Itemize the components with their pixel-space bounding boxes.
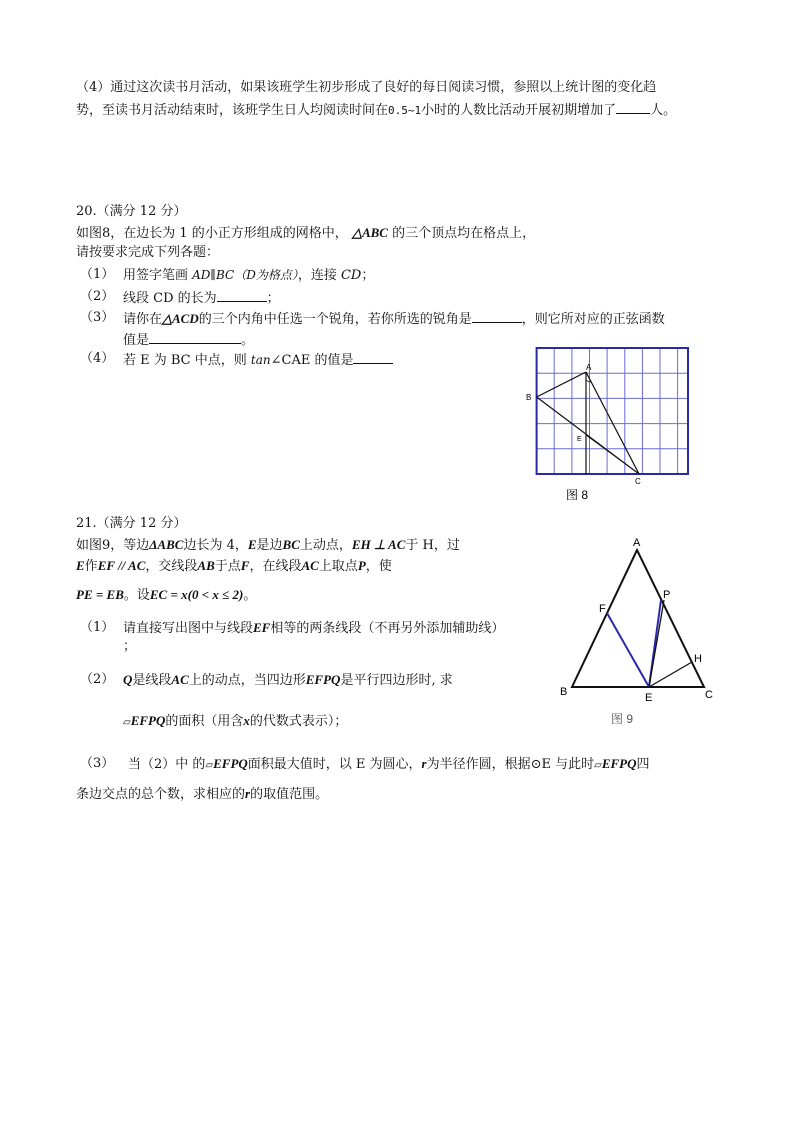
fig8-label-c: C [635, 477, 641, 486]
q21-item1-a: 请直接写出图中与线段 [123, 621, 254, 636]
q20-item3-l2b: 。 [241, 333, 255, 348]
figure-8-border [537, 348, 688, 474]
q20-angle-blank[interactable] [472, 308, 522, 323]
q20-item4-num: （4） [80, 351, 115, 366]
q21-item1-line1 [123, 618, 504, 639]
q20-item4-tan: tan [250, 353, 271, 367]
q20-intro1c: 的三个顶点均在格点上， [392, 226, 536, 241]
q19-part4-line1 [76, 78, 656, 98]
q21-item2-d: 上的动点，当四边形 [188, 673, 306, 688]
q21-item3-efpq2: EFPQ [601, 756, 637, 771]
triangle-abc-lines [537, 372, 639, 474]
q21-ec-eq-x: EC = x(0 < x ≤ 2) [149, 587, 244, 602]
q20-triangle-abc: △ABC [351, 225, 388, 240]
q20-item3-line2 [123, 329, 254, 351]
q21-l2h: ，在线段 [249, 559, 302, 574]
q20-item4 [123, 349, 393, 371]
q21-item1-c: 相等的两条线段（不再另外添加辅助线） [270, 621, 505, 636]
q19-part4-line2 [76, 99, 676, 121]
q21-item2-l2c: 的面积（用含 [165, 714, 244, 729]
q21-l1g: 上动点， [299, 538, 352, 553]
q20-intro1a: 如图8，在边长为 1 的小正方形组成的网格中， [76, 226, 348, 241]
q20-item4-c: ∠CAE 的值是 [270, 353, 354, 368]
fig8-label-b: B [526, 393, 532, 402]
q21-item3-line2 [76, 784, 328, 805]
fig8-label-a: A [586, 363, 592, 372]
q21-l1d: E [247, 537, 257, 552]
q21-item2-q: Q [123, 672, 133, 687]
q20-item1-d: CD [340, 268, 362, 283]
q21-l2i: AC [301, 558, 319, 573]
q21-item2-efpq: EFPQ [305, 672, 341, 687]
q21-line2 [76, 556, 392, 577]
q20-item2 [123, 287, 280, 309]
q21-l3d: 。 [243, 588, 257, 603]
q21-item2-l2b: EFPQ [130, 713, 166, 728]
q20-item1-a: 用签字笔画 [123, 268, 193, 283]
q21-item3-r: r [421, 756, 427, 771]
q20-item1-num: （1） [80, 267, 115, 282]
q21-l2g: F [240, 558, 250, 573]
q21-item3-a: 当（2）中 的 [128, 757, 206, 772]
q21-l2a: E [76, 558, 85, 573]
q19-answer-blank[interactable] [616, 99, 650, 114]
q21-item3-i: 四 [636, 757, 650, 772]
q21-item1-ef: EF [253, 620, 271, 635]
fig9-caption: 图 9 [611, 712, 634, 726]
q21-l1a: 如图9，等边 [76, 538, 150, 553]
q21-item3-r2: r [245, 786, 251, 801]
q20-item3-a: 请你在 [123, 312, 163, 327]
fig9-label-h: H [694, 653, 702, 665]
q20-item1-e: ； [361, 268, 375, 283]
q21-l2d: ，交线段 [145, 559, 198, 574]
q21-l1i: 于 H，过 [405, 538, 460, 553]
q21-item2-ac: AC [171, 672, 189, 687]
q20-item1 [123, 265, 374, 286]
q21-l2f: 于点 [214, 559, 241, 574]
q21-l1f: BC [282, 537, 300, 552]
q20-item2-e: ； [266, 291, 280, 306]
q21-item2-line2 [123, 711, 347, 733]
q21-item2-x: x [243, 713, 250, 728]
fig9-label-p: P [663, 589, 671, 601]
q20-intro-line2: 请按要求完成下列各题： [76, 245, 220, 260]
q21-item1-line2: ； [123, 639, 137, 654]
fig9-label-c: C [705, 689, 713, 701]
q21-eh-perp-ac: EH ⊥ AC [351, 537, 406, 552]
q20-triangle-acd: △ACD [162, 311, 199, 326]
q20-cd-length-blank[interactable] [217, 287, 267, 302]
q21-l1c: 边长为 4， [183, 538, 248, 553]
q19-part4-range: 0.5~1 [388, 104, 422, 117]
q20-item1-b: AD∥BC（D为格点） [192, 268, 298, 282]
q20-intro-line1 [76, 223, 535, 244]
parallelogram-icon: ▱ [594, 760, 602, 771]
q21-item3-d: 面积最大值时，以 E 为圆心， [247, 757, 422, 772]
q20-item4-a: 若 E 为 BC 中点，则 [123, 353, 251, 368]
q20-item2-num: （2） [80, 289, 115, 304]
q19-part4-text2a: 势，至读书月活动结束时，该班学生日人均阅读时间在 [76, 103, 389, 118]
q21-item2-num: （2） [80, 672, 115, 687]
q21-item2-f: 是平行四边形时, 求 [340, 673, 453, 688]
fig9-label-b: B [560, 686, 568, 698]
q20-item1-c: ，连接 [297, 268, 341, 283]
q21-line3 [76, 585, 256, 606]
figure-8-grid [520, 340, 700, 505]
q21-item3-l2a: 条边交点的总个数，求相应的 [76, 787, 246, 802]
q21-l2j: 上取点 [318, 559, 358, 574]
fig9-label-f: F [599, 603, 606, 615]
q21-line1 [76, 535, 460, 556]
q19-part4-text2c: 小时的人数比活动开展初期增加了 [421, 103, 617, 118]
q21-item3-efpq: EFPQ [213, 756, 248, 771]
q21-item3-num: （3） [80, 756, 115, 771]
q21-l2b: 作 [84, 559, 98, 574]
q21-item2-line1 [123, 670, 453, 691]
q21-item2-l2e: 的代数式表示）； [249, 714, 348, 729]
fig8-label-e: E [577, 436, 582, 443]
q20-item3-l2a: 值是 [123, 333, 150, 348]
figure-9-triangle [555, 530, 725, 730]
fig9-label-a: A [633, 537, 641, 549]
q21-item1-num: （1） [80, 620, 115, 635]
q19-part4-text1: （4）通过这次读书月活动，如果该班学生初步形成了良好的每日阅读习惯，参照以上统计图的变化趋 [76, 80, 657, 95]
q21-item2-b: 是线段 [132, 673, 172, 688]
q21-ef-parallel-ac: EF // AC [97, 558, 146, 573]
q19-part4-text2d: 人。 [650, 103, 677, 118]
q20-item3-d: ，则它所对应的正弦函数 [521, 312, 665, 327]
q20-sine-blank[interactable] [149, 329, 241, 344]
fig9-label-e: E [645, 692, 653, 704]
q21-l2e: AB [197, 558, 215, 573]
q21-triangle-abc: ΔABC [149, 537, 184, 552]
q20-item3-c: 的三个内角中任选一个锐角，若你所选的锐角是 [198, 312, 472, 327]
parallelogram-icon: ▱ [123, 717, 131, 728]
q21-header: 21.（满分 12 分） [76, 516, 187, 531]
q20-header: 20.（满分 12 分） [76, 204, 187, 219]
q20-tan-blank[interactable] [353, 349, 393, 364]
q21-item3-l2c: 的取值范围。 [250, 787, 329, 802]
blue-segments [607, 600, 661, 687]
q20-item3-line1 [123, 308, 665, 330]
q21-l2l: ，使 [365, 559, 392, 574]
q20-item2-a: 线段 CD 的长为 [123, 291, 217, 306]
parallelogram-icon: ▱ [205, 760, 214, 771]
q21-item3-line1 [128, 754, 650, 776]
q21-item3-f: 为半径作圆，根据⊙E 与此时 [426, 757, 595, 772]
q21-pe-eq-eb: PE = EB [76, 587, 124, 602]
q21-l1e: 是边 [256, 538, 283, 553]
q20-item3-num: （3） [80, 310, 115, 325]
q21-l2k: P [357, 558, 366, 573]
q21-l3b: 。设 [123, 588, 150, 603]
fig8-caption: 图 8 [566, 488, 589, 502]
